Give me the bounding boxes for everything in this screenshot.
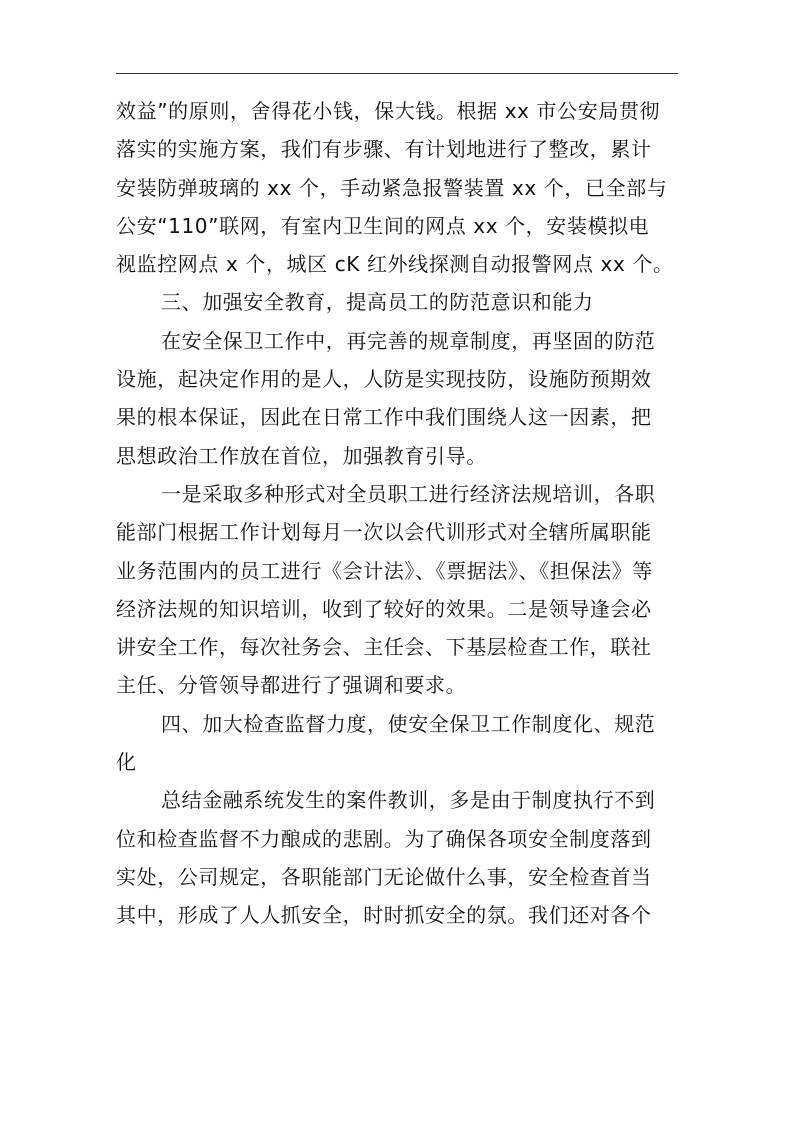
text-line: 公安“110”联网，有室内卫生间的网点 xx 个，安装模拟电 bbox=[116, 213, 650, 238]
text-line: 主任、分管领导都进行了强调和要求。 bbox=[116, 673, 467, 698]
text-line: 效益”的原则，舍得花小钱，保大钱。根据 xx 市公安局贯彻 bbox=[116, 99, 661, 123]
text-line: 视监控网点 x 个，城区 cK 红外线探测自动报警网点 xx 个。 bbox=[116, 252, 674, 277]
section-heading-3: 三、加强安全教育，提高员工的防范意识和能力 bbox=[161, 290, 594, 315]
text-line: 实处，公司规定，各职能部门无论做什么事，安全检查首当 bbox=[116, 864, 652, 889]
text-line: 在安全保卫工作中，再完善的规章制度，再坚固的防范 bbox=[161, 328, 656, 353]
text-line: 果的根本保证，因此在日常工作中我们围绕人这一因素，把 bbox=[116, 405, 652, 430]
text-line: 位和检查监督不力酿成的悲剧。为了确保各项安全制度落到 bbox=[116, 826, 652, 851]
text-line: 思想政治工作放在首位，加强教育引导。 bbox=[116, 443, 487, 468]
text-line: 其中，形成了人人抓安全，时时抓安全的氛。我们还对各个 bbox=[116, 903, 652, 928]
text-line: 设施，起决定作用的是人，人防是实现技防，设施防预期效 bbox=[116, 367, 652, 392]
text-line: 安装防弹玻璃的 xx 个，手动紧急报警装置 xx 个，已全部与 bbox=[116, 175, 668, 200]
text-line: 讲安全工作，每次社务会、主任会、下基层检查工作，联社 bbox=[116, 635, 652, 660]
text-line: 一是采取多种形式对全员职工进行经济法规培训，各职 bbox=[161, 481, 656, 506]
text-line: 能部门根据工作计划每月一次以会代训形式对全辖所属职能 bbox=[116, 520, 652, 545]
text-line: 落实的实施方案，我们有步骤、有计划地进行了整改，累计 bbox=[116, 137, 652, 162]
text-line: 业务范围内的员工进行《会计法》、《票据法》、《担保法》等 bbox=[116, 558, 653, 583]
text-line: 总结金融系统发生的案件教训，多是由于制度执行不到 bbox=[161, 788, 656, 813]
document-body bbox=[116, 92, 686, 935]
header-divider bbox=[116, 73, 678, 74]
text-line: 经济法规的知识培训，收到了较好的效果。二是领导逢会必 bbox=[116, 596, 652, 621]
section-heading-4-continued: 化 bbox=[116, 750, 137, 775]
section-heading-4: 四、加大检查监督力度，使安全保卫工作制度化、规范 bbox=[161, 711, 656, 736]
